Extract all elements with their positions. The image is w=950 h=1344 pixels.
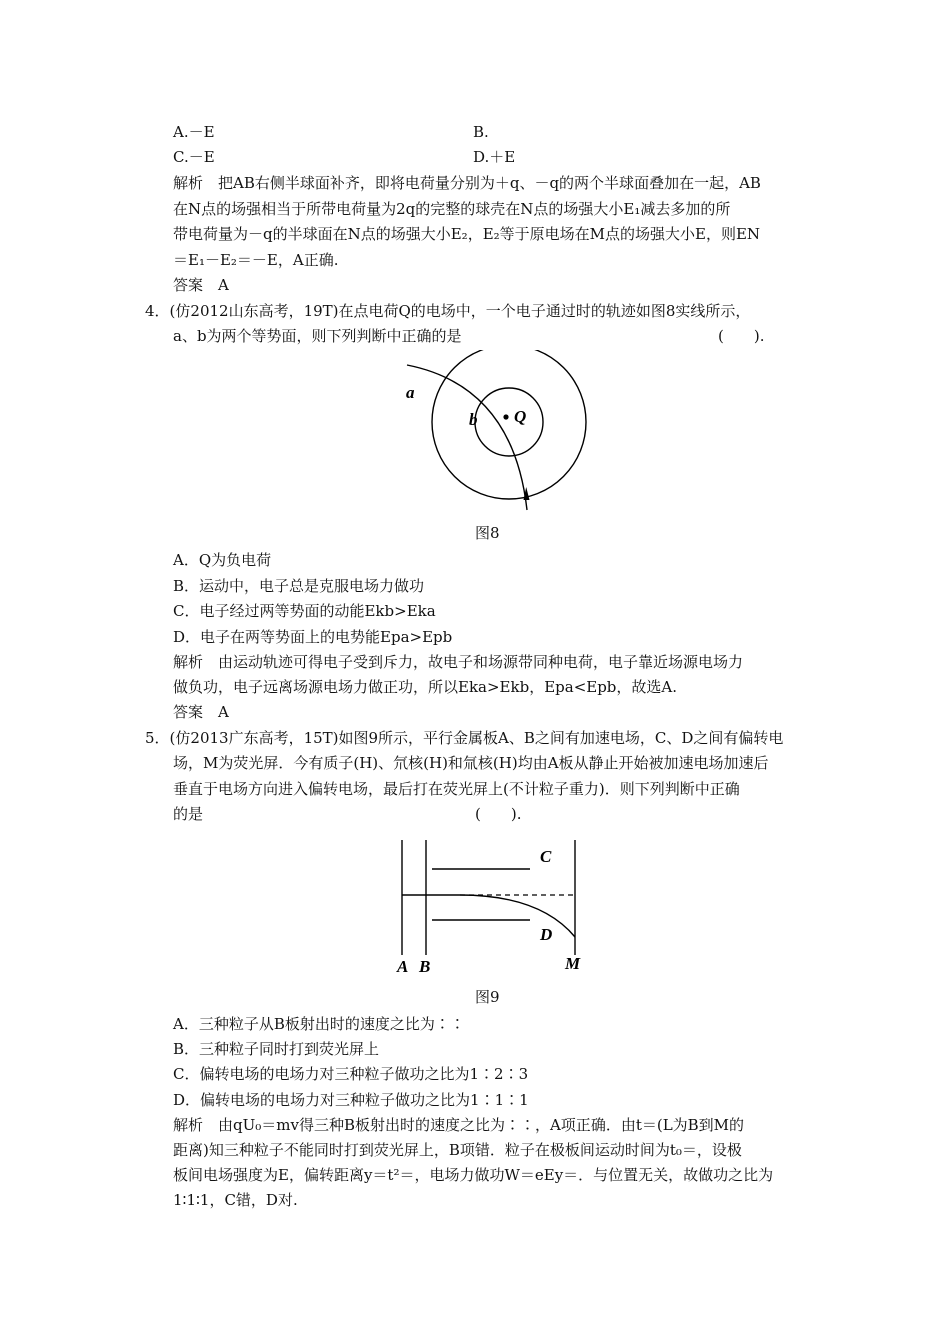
label-b-plate: B xyxy=(419,957,431,976)
q5-analysis-line-3: 板间电场强度为E，偏转距离y＝t²＝，电场力做功W＝eEy＝．与位置无关，故做功之比为 xyxy=(173,1166,774,1184)
q4-answer-bracket: ( ). xyxy=(718,327,765,345)
equipotential-a-circle xyxy=(432,350,586,499)
q3-analysis-line-4: ＝E₁－E₂＝－E，A正确. xyxy=(173,251,339,269)
q3-analysis-line-3: 带电荷量为－q的半球面在N点的场强大小E₂，E₂等于原电场在M点的场强大小E，则EN xyxy=(173,225,761,243)
q4-option-d: D．电子在两等势面上的电势能Epa>Epb xyxy=(173,628,453,646)
q3-answer: 答案 A xyxy=(173,276,229,294)
q3-analysis-line-2: 在N点的场强相当于所带电荷量为2q的完整的球壳在N点的场强大小E₁减去多加的所 xyxy=(173,200,731,218)
q4-analysis-line-2: 做负功，电子远离场源电场力做正功，所以Eka>Ekb，Epa<Epb，故选A. xyxy=(173,678,678,696)
q4-stem-line-2: a、b为两个等势面，则下列判断中正确的是 xyxy=(173,327,462,345)
label-c: C xyxy=(540,847,552,866)
q4-option-a: A．Q为负电荷 xyxy=(173,551,272,569)
q5-analysis-line-1: 解析 由qU₀＝mv得三种B板射出时的速度之比为∶∶，A项正确．由t＝(L为B到M的 xyxy=(173,1116,745,1134)
q4-option-b: B．运动中，电子总是克服电场力做功 xyxy=(173,577,425,595)
q5-option-d: D．偏转电场的电场力对三种粒子做功之比为1∶1∶1 xyxy=(173,1091,529,1109)
q5-stem-line-4: 的是 xyxy=(173,805,204,823)
q4-option-c: C．电子经过两等势面的动能Ekb>Eka xyxy=(173,602,436,620)
q5-option-a: A．三种粒子从B板射出时的速度之比为∶∶ xyxy=(173,1015,465,1033)
figure-8-diagram xyxy=(395,350,595,515)
q4-answer: 答案 A xyxy=(173,703,229,721)
q5-analysis-line-2: 距离)知三种粒子不能同时打到荧光屏上，B项错．粒子在极板间运动时间为t₀＝，设极 xyxy=(173,1141,742,1159)
q5-analysis-line-4: 1∶1∶1，C错，D对. xyxy=(173,1191,298,1209)
q3-analysis-line-1: 解析 把AB右侧半球面补齐，即将电荷量分别为＋q、－q的两个半球面叠加在一起，AB xyxy=(173,174,761,192)
q5-stem-line-1: 5．(仿2013广东高考，15T)如图9所示，平行金属板A、B之间有加速电场，C、D之间有偏转电 xyxy=(145,729,784,747)
figure-9-caption: 图9 xyxy=(475,988,500,1006)
q5-stem-line-3: 垂直于电场方向进入偏转电场，最后打在荧光屏上(不计粒子重力)．则下列判断中正确 xyxy=(173,780,740,798)
label-m: M xyxy=(565,954,581,973)
q5-option-c: C．偏转电场的电场力对三种粒子做功之比为1∶2∶3 xyxy=(173,1065,529,1083)
q5-option-b: B．三种粒子同时打到荧光屏上 xyxy=(173,1040,380,1058)
q4-stem-line-1: 4．(仿2012山东高考，19T)在点电荷Q的电场中，一个电子通过时的轨迹如图8实线所示， xyxy=(145,302,751,320)
q5-answer-bracket: ( ). xyxy=(475,805,522,823)
figure-9-diagram xyxy=(390,835,600,980)
equipotential-b-circle xyxy=(475,388,543,456)
label-d: D xyxy=(540,925,553,944)
figure-8-caption: 图8 xyxy=(475,524,500,542)
charge-q-dot xyxy=(503,414,508,419)
label-b: b xyxy=(469,410,478,429)
q4-analysis-line-1: 解析 由运动轨迹可得电子受到斥力，故电子和场源带同种电荷，电子靠近场源电场力 xyxy=(173,653,744,671)
q3-option-b: B. xyxy=(473,123,489,141)
electron-trajectory xyxy=(407,365,527,510)
q3-option-c: C.－E xyxy=(173,148,215,166)
q3-option-a: A.－E xyxy=(173,123,215,141)
label-a: a xyxy=(406,383,415,402)
q5-stem-line-2: 场，M为荧光屏．今有质子(H)、氘核(H)和氚核(H)均由A板从静止开始被加速电场加速后 xyxy=(173,754,769,772)
q3-option-d: D.＋E xyxy=(473,148,516,166)
deflected-path xyxy=(460,895,575,937)
label-a-plate: A xyxy=(397,957,409,976)
label-q: Q xyxy=(514,407,527,426)
